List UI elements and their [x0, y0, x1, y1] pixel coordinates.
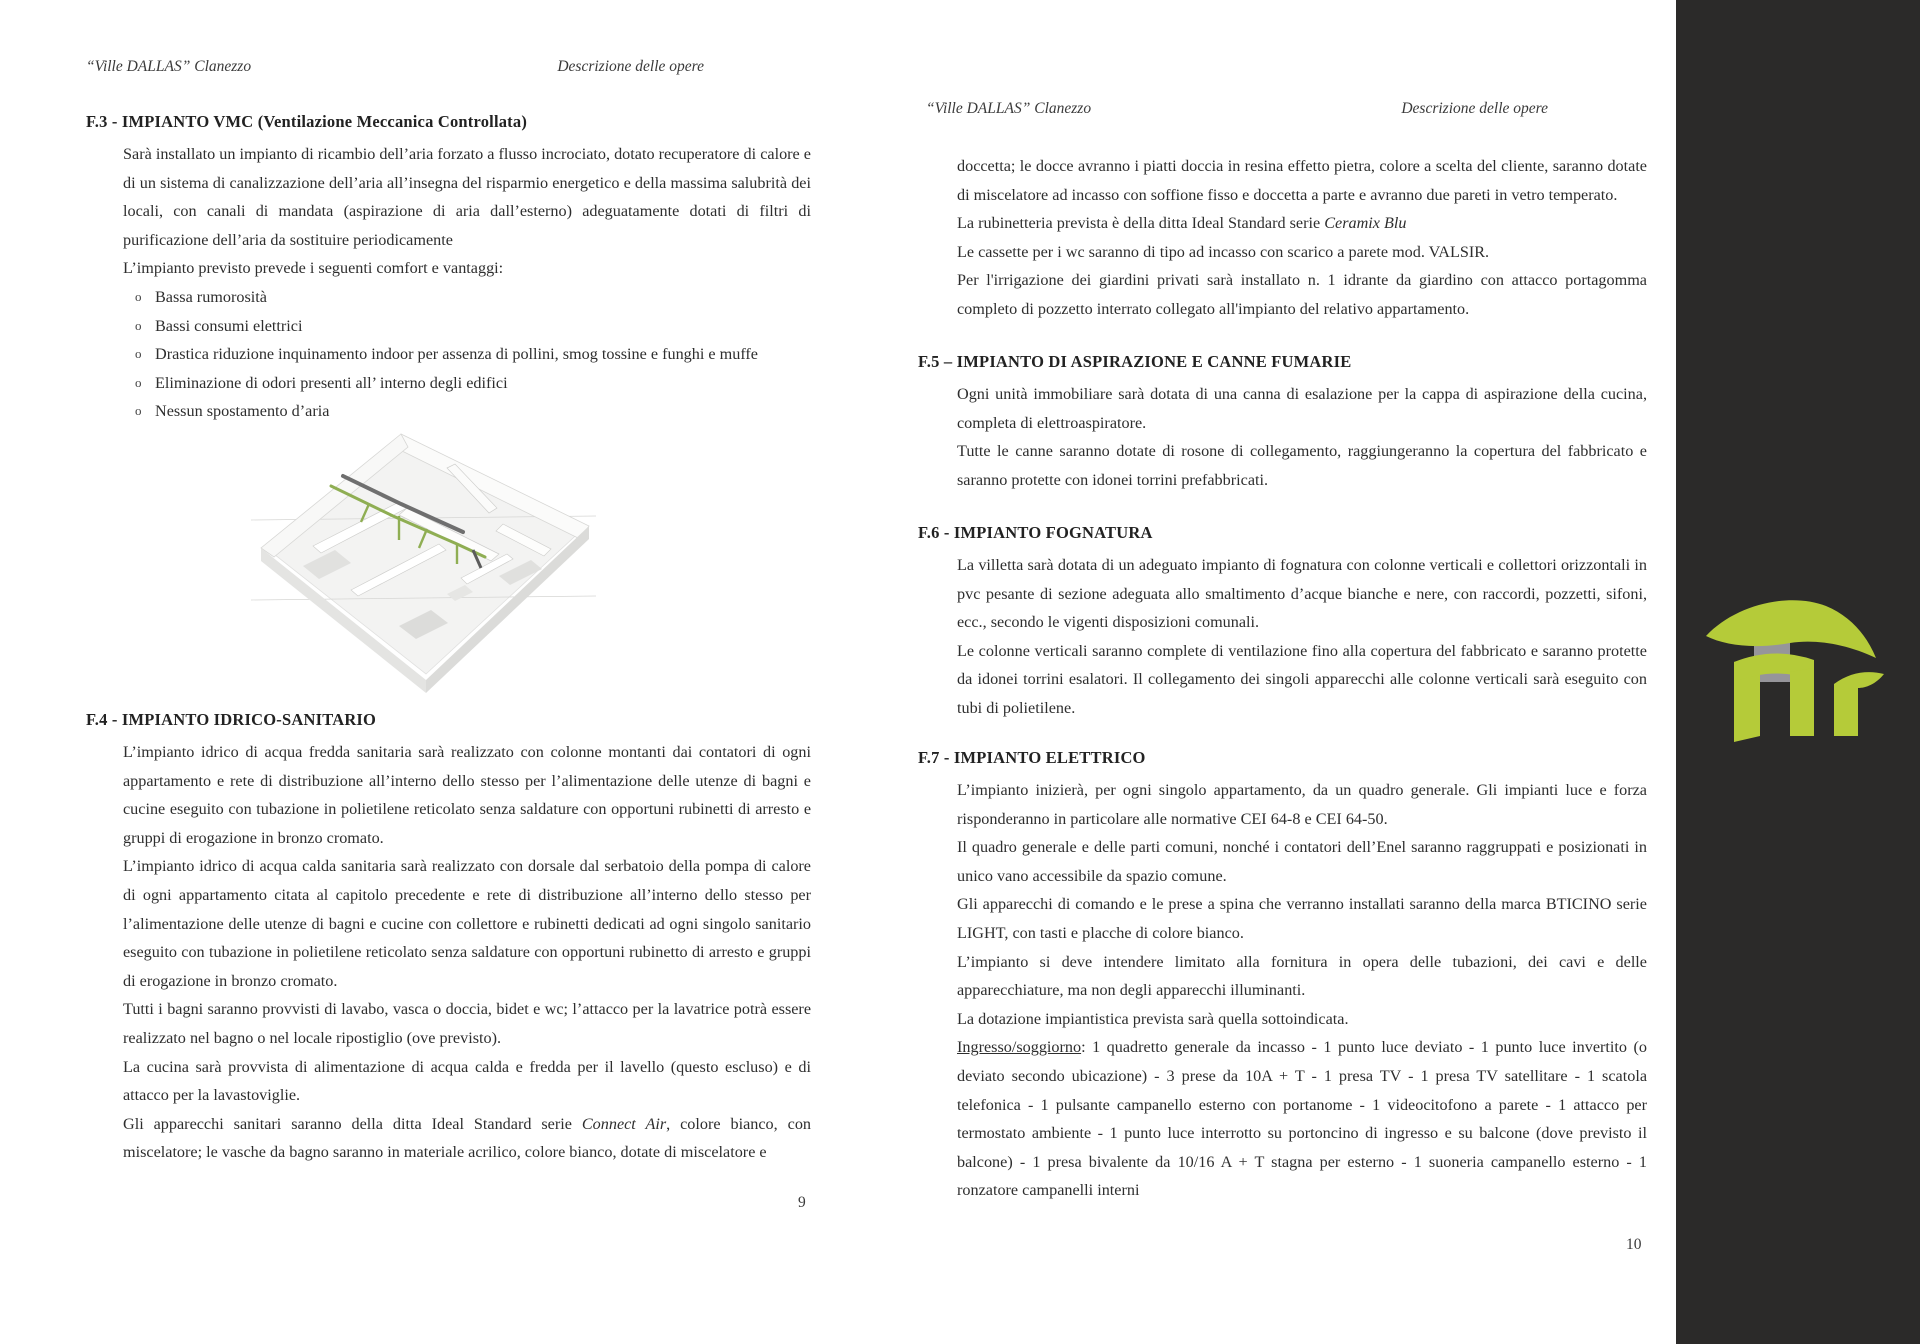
f7-paragraph-3: Gli apparecchi di comando e le prese a spina che verranno installati saranno della marca BTICINO serie LIGHT, con tasti e placche di colore bianco.	[957, 895, 1647, 942]
page-10-header	[926, 100, 1548, 118]
section-f4-continuation	[957, 152, 1647, 324]
bullet-text: Bassi consumi elettrici	[155, 316, 303, 335]
page-number-10: 10	[1626, 1236, 1642, 1253]
bullet-text: Drastica riduzione inquinamento indoor per assenza di pollini, smog tossine e funghi e muffe	[155, 345, 758, 364]
header-doc-title: Descrizione delle opere	[1401, 100, 1548, 117]
section-f6-body	[957, 551, 1647, 723]
cont-paragraph-1: doccetta; le docce avranno i piatti doccia in resina effetto pietra, colore a scelta del cliente, saranno dotate di miscelatore ad incasso con soffione fisso e doccetta a parte e avranno due pareti in vetro temperato.	[957, 157, 1647, 204]
f7-paragraph-5: La dotazione impiantistica prevista sarà quella sottoindicata.	[957, 1009, 1349, 1028]
bullet-text: Nessun spostamento d’aria	[155, 402, 330, 421]
f5-paragraph-1: Ogni unità immobiliare sarà dotata di una canna di esalazione per la cappa di aspirazione della cucina, completa di elettroaspiratore.	[957, 385, 1647, 432]
series-name-ceramix-blu: Ceramix Blu	[1324, 214, 1407, 233]
f3-bullet-item	[123, 283, 811, 312]
series-name-connect-air: Connect Air	[581, 1114, 667, 1133]
section-f7-heading: F.7 - IMPIANTO ELETTRICO	[918, 748, 1146, 767]
f5-paragraph-2: Tutte le canne saranno dotate di rosone di collegamento, raggiungeranno la copertura del fabbricato e saranno protette con idonei torrini prefabbricati.	[957, 442, 1647, 489]
section-f5-body	[957, 380, 1647, 494]
header-doc-title: Descrizione delle opere	[557, 58, 704, 75]
cont-paragraph-3: Le cassette per i wc saranno di tipo ad incasso con scarico a parete mod. VALSIR.	[957, 242, 1490, 261]
section-f5-heading: F.5 – IMPIANTO DI ASPIRAZIONE E CANNE FUMARIE	[918, 352, 1352, 371]
header-project-title: “Ville DALLAS” Clanezzo	[86, 58, 252, 75]
f4-paragraph-1: L’impianto idrico di acqua fredda sanitaria sarà realizzato con colonne montanti dai contatori di ogni appartamento e rete di distribuzione all’interno dello stesso per l’alimentazione delle utenze di bagni e cucine eseguito con tubazione in polietilene reticolato senza saldature con opportuni rubinetti di arresto e gruppi di erogazione in bronzo cromato.	[123, 743, 811, 847]
bullet-circle-icon: o	[135, 346, 142, 362]
f3-bullet-item	[123, 312, 811, 341]
section-f3-body	[123, 140, 811, 426]
page-number-9: 9	[798, 1194, 806, 1211]
f4-paragraph-5-pre: Gli apparecchi sanitari saranno della ditta Ideal Standard serie	[123, 1114, 582, 1133]
f3-bullet-item	[123, 340, 811, 369]
f7-ingresso-paragraph	[957, 1033, 1647, 1205]
f4-paragraph-3: Tutti i bagni saranno provvisti di lavabo, vasca o doccia, bidet e wc; l’attacco per la lavatrice potrà essere realizzato nel bagno o nel locale ripostiglio (ove previsto).	[123, 1000, 811, 1047]
f3-paragraph-2: L’impianto previsto prevede i seguenti comfort e vantaggi:	[123, 259, 504, 278]
dark-sidebar	[1676, 0, 1920, 1344]
ingresso-soggiorno-text: : 1 quadretto generale da incasso - 1 punto luce deviato - 1 punto luce invertito (o deviato secondo ubicazione) - 3 prese da 10A + T - 1 presa TV - 1 presa TV satellitare - 1 scatola telefonica - 1 pulsante campanello esterno con portanome - 1 videocitofono a parete - 1 attacco per termostato ambiente - 1 punto luce interrotto su portoncino di ingresso e su balcone (dove previsto il balcone) - 1 presa bivalente da 10/16 A + T stagna per esterno - 1 suoneria campanello esterno - 1 ronzatore campanelli interni	[957, 1038, 1647, 1200]
f4-paragraph-5	[123, 1110, 811, 1167]
cont-paragraph-4: Per l'irrigazione dei giardini privati sarà installato n. 1 idrante da giardino con attacco portagomma completo di pozzetto interrato collegato all'impianto del relativo appartamento.	[957, 271, 1647, 318]
f6-paragraph-1: La villetta sarà dotata di un adeguato impianto di fognatura con colonne verticali e collettori orizzontali in pvc pesante di sezione adeguata allo smaltimento d’acque bianche e nere, con raccordi, pozzetti, sifoni, ecc., secondo le vigenti disposizioni comunali.	[957, 556, 1647, 632]
floorplan-image	[251, 428, 596, 693]
bullet-circle-icon: o	[135, 288, 142, 304]
bullet-circle-icon: o	[135, 374, 142, 390]
page-9-header	[86, 58, 704, 76]
bullet-circle-icon: o	[135, 403, 142, 419]
section-f3-heading: F.3 - IMPIANTO VMC (Ventilazione Meccanica Controllata)	[86, 112, 528, 131]
ingresso-soggiorno-label: Ingresso/soggiorno	[957, 1038, 1082, 1057]
f7-paragraph-1: L’impianto inizierà, per ogni singolo appartamento, da un quadro generale. Gli impianti luce e forza risponderanno in particolare alle normative CEI 64-8 e CEI 64-50.	[957, 781, 1647, 828]
f3-paragraph-1: Sarà installato un impianto di ricambio dell’aria forzato a flusso incrociato, dotato recuperatore di calore e di un sistema di canalizzazione dell’aria all’insegna del risparmio energetico e della massima salubrità dei locali, con canali di mandata (aspirazione di aria dall’esterno) adeguatamente dotati di filtri di purificazione dell’aria da sostituire periodicamente	[123, 145, 811, 249]
f7-paragraph-4: L’impianto si deve intendere limitato alla fornitura in opera delle tubazioni, dei cavi e delle apparecchiature, ma non degli apparecchi illuminanti.	[957, 952, 1647, 1000]
f4-paragraph-5-post: , colore bianco, con miscelatore; le vasche da bagno saranno in materiale acrilico, colore bianco, dotate di miscelatore e	[123, 1114, 812, 1162]
builder-house-logo	[1698, 592, 1888, 757]
section-f4-heading: F.4 - IMPIANTO IDRICO-SANITARIO	[86, 710, 377, 729]
section-f6-heading: F.6 - IMPIANTO FOGNATURA	[918, 523, 1153, 542]
house-logo-icon	[1698, 592, 1888, 757]
f7-paragraph-2: Il quadro generale e delle parti comuni, nonché i contatori dell’Enel saranno raggruppati e posizionati in unico vano accessibile da spazio comune.	[957, 838, 1647, 885]
floorplan-3d-render	[251, 428, 596, 693]
f3-bullet-item	[123, 369, 811, 398]
bullet-text: Eliminazione di odori presenti all’ interno degli edifici	[155, 373, 508, 392]
cont-paragraph-2	[957, 209, 1647, 238]
cont-paragraph-2-pre: La rubinetteria prevista è della ditta Ideal Standard serie	[957, 214, 1325, 233]
f3-bullet-item	[123, 397, 811, 426]
bullet-text: Bassa rumorosità	[155, 287, 267, 306]
f4-paragraph-4: La cucina sarà provvista di alimentazione di acqua calda e fredda per il lavello (questo escluso) e di attacco per la lavastoviglie.	[123, 1057, 811, 1105]
section-f4-body	[123, 738, 811, 1167]
f4-paragraph-2: L’impianto idrico di acqua calda sanitaria sarà realizzato con dorsale dal serbatoio della pompa di calore di ogni appartamento citata al capitolo precedente e rete di distribuzione all’interno dello stesso per l’alimentazione delle utenze di bagni e cucine con collettore e rubinetti dedicati ad ogni singolo sanitario eseguito con tubazione in polietilene reticolato senza saldature con opportuni rubinetto di arresto e gruppi di erogazione in bronzo cromato.	[123, 857, 811, 990]
section-f7-body	[957, 776, 1647, 1205]
header-project-title: “Ville DALLAS” Clanezzo	[926, 100, 1092, 117]
bullet-circle-icon: o	[135, 317, 142, 333]
f6-paragraph-2: Le colonne verticali saranno complete di ventilazione fino alla copertura del fabbricato e saranno protette da idonei torrini esalatori. Il collegamento dei singoli apparecchi alle colonne verticali sarà eseguito con tubi di polietilene.	[957, 641, 1647, 717]
